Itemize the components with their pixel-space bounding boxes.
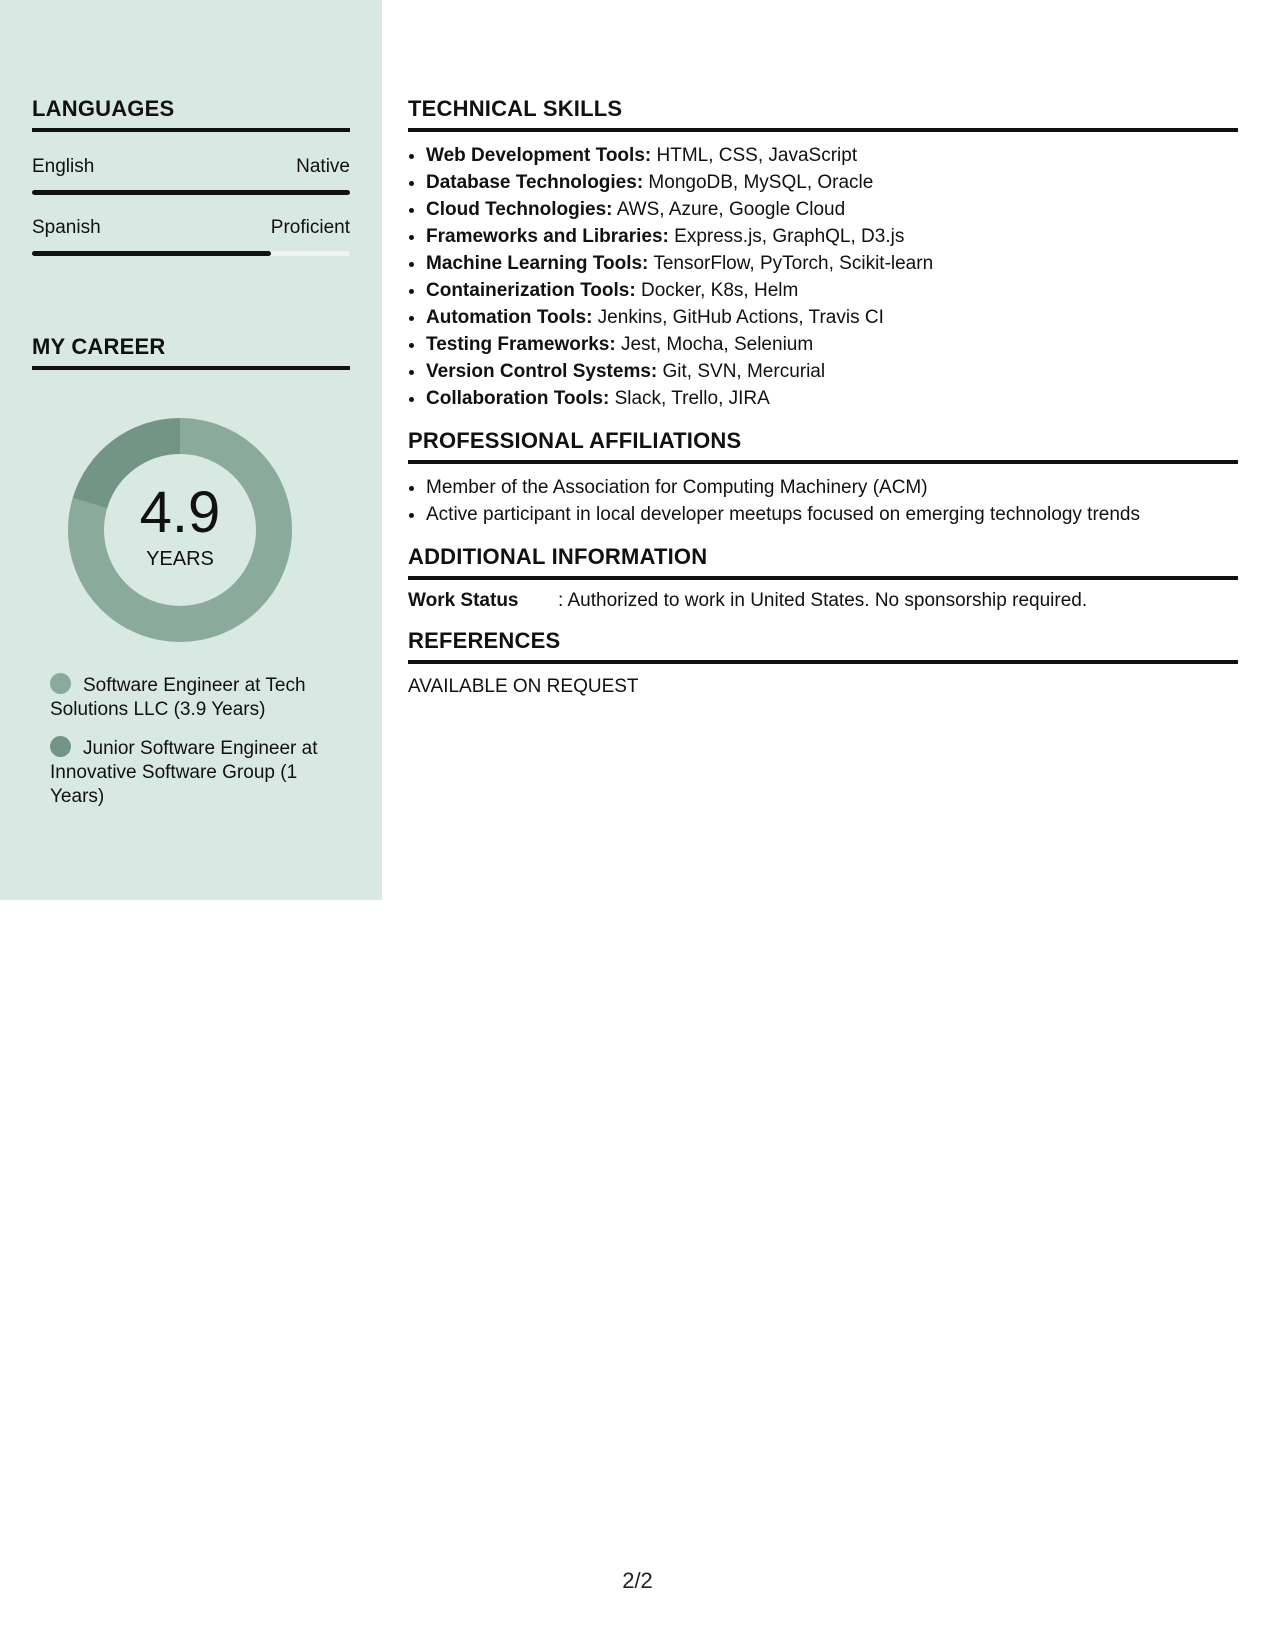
technical-skills-list — [408, 142, 1238, 412]
skill-category: Web Development Tools: — [426, 145, 652, 166]
affiliations-heading: PROFESSIONAL AFFILIATIONS — [408, 428, 1238, 464]
work-status-label: Work Status — [408, 590, 519, 611]
skill-values: Jest, Mocha, Selenium — [615, 334, 814, 355]
language-name: Spanish — [32, 217, 101, 238]
language-bar-fill — [32, 251, 271, 256]
skill-item — [426, 304, 1238, 331]
work-status-row — [408, 590, 1238, 612]
language-bar-english — [32, 190, 350, 195]
career-heading: MY CAREER — [32, 334, 350, 370]
skill-values: Jenkins, GitHub Actions, Travis CI — [592, 307, 884, 328]
skill-values: TensorFlow, PyTorch, Scikit-learn — [648, 253, 934, 274]
skill-item — [426, 358, 1238, 385]
skill-item — [426, 385, 1238, 412]
skill-category: Collaboration Tools: — [426, 388, 610, 409]
skill-category: Testing Frameworks: — [426, 334, 616, 355]
language-row-english — [32, 156, 350, 178]
main-content — [408, 0, 1238, 698]
skill-values: Docker, K8s, Helm — [635, 280, 799, 301]
references-heading: REFERENCES — [408, 628, 1238, 664]
affiliation-item: • Active participant in local developer meetups focused on emerging technology trends — [426, 501, 1238, 528]
skill-category: Containerization Tools: — [426, 280, 636, 301]
skill-item — [426, 277, 1238, 304]
skill-values: HTML, CSS, JavaScript — [651, 145, 858, 166]
skill-values: Express.js, GraphQL, D3.js — [668, 226, 905, 247]
career-donut-chart — [62, 412, 298, 648]
skill-category: Frameworks and Libraries: — [426, 226, 669, 247]
language-bar-fill — [32, 190, 350, 195]
skill-item — [426, 196, 1238, 223]
affiliations-list — [408, 474, 1238, 528]
career-legend-item — [50, 673, 340, 722]
skill-category: Cloud Technologies: — [426, 199, 613, 220]
affiliation-item: • Member of the Association for Computing Machinery (ACM) — [426, 474, 1238, 501]
career-entry-label: Software Engineer at Tech Solutions LLC (3.9 Years) — [50, 675, 306, 720]
skill-item — [426, 223, 1238, 250]
career-legend — [50, 673, 340, 823]
career-entry-label: Junior Software Engineer at Innovative Software Group (1 Years) — [50, 738, 318, 807]
work-status-value: : Authorized to work in United States. No sponsorship required. — [558, 590, 1088, 611]
skill-item — [426, 169, 1238, 196]
skill-values: MongoDB, MySQL, Oracle — [643, 172, 874, 193]
legend-dot-icon — [50, 673, 71, 694]
language-bar-spanish — [32, 251, 350, 256]
legend-dot-icon — [50, 736, 71, 757]
technical-skills-heading: TECHNICAL SKILLS — [408, 96, 1238, 132]
skill-category: Version Control Systems: — [426, 361, 658, 382]
language-row-spanish — [32, 217, 350, 239]
career-legend-item — [50, 736, 340, 809]
skill-values: Git, SVN, Mercurial — [657, 361, 826, 382]
skill-values: AWS, Azure, Google Cloud — [612, 199, 846, 220]
languages-heading: LANGUAGES — [32, 96, 350, 132]
page-number: 2/2 — [622, 1568, 653, 1593]
language-name: English — [32, 156, 95, 177]
skill-values: Slack, Trello, JIRA — [609, 388, 770, 409]
skill-category: Database Technologies: — [426, 172, 644, 193]
additional-info-heading: ADDITIONAL INFORMATION — [408, 544, 1238, 580]
donut-center — [62, 412, 298, 648]
skill-category: Machine Learning Tools: — [426, 253, 649, 274]
skill-category: Automation Tools: — [426, 307, 593, 328]
references-text: AVAILABLE ON REQUEST — [408, 676, 639, 697]
career-total-years: 4.9 — [139, 479, 221, 545]
skill-item — [426, 250, 1238, 277]
career-total-unit: YEARS — [146, 547, 214, 570]
skill-item — [426, 331, 1238, 358]
language-level: Native — [296, 156, 350, 177]
skill-item — [426, 142, 1238, 169]
language-level: Proficient — [270, 217, 350, 238]
